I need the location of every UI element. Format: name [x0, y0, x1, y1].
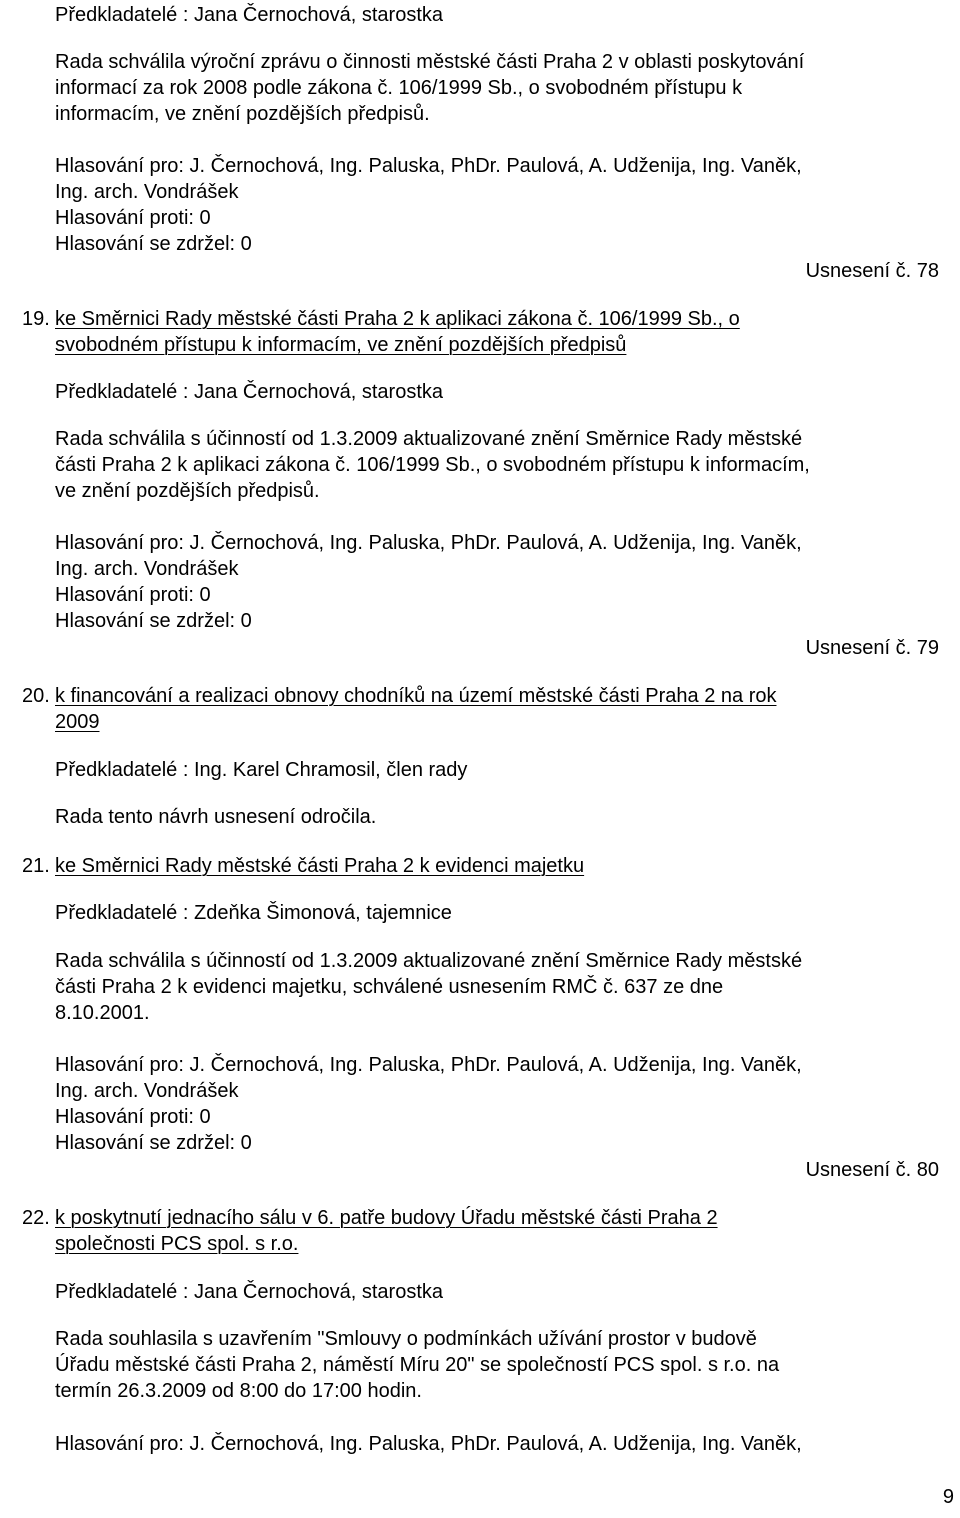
presenter-line: Předkladatelé : Jana Černochová, starostka [55, 1281, 443, 1303]
item-title: společnosti PCS spol. s r.o. [55, 1233, 299, 1255]
vote-for: Ing. arch. Vondrášek [55, 1080, 239, 1102]
vote-abstain: Hlasování se zdržel: 0 [55, 1132, 252, 1154]
item-title: ke Směrnici Rady městské části Praha 2 k evidenci majetku [55, 855, 585, 877]
item-title: k financování a realizaci obnovy chodníků na území městské části Praha 2 na rok [55, 685, 777, 707]
presenter-line: Předkladatelé : Jana Černochová, starostka [55, 381, 443, 403]
vote-against: Hlasování proti: 0 [55, 584, 211, 606]
vote-abstain: Hlasování se zdržel: 0 [55, 610, 252, 632]
decision-text: Rada tento návrh usnesení odročila. [55, 806, 377, 828]
decision-text: Rada schválila s účinností od 1.3.2009 aktualizované znění Směrnice Rady městské [55, 950, 803, 972]
decision-text: Úřadu městské části Praha 2, náměstí Míru 20" se společností PCS spol. s r.o. na [55, 1354, 780, 1376]
decision-text: části Praha 2 k evidenci majetku, schválené usnesením RMČ č. 637 ze dne [55, 976, 724, 998]
presenter-line: Předkladatelé : Ing. Karel Chramosil, člen rady [55, 759, 468, 781]
page-number: 9 [942, 1486, 954, 1508]
item-number: 20. [22, 685, 50, 707]
presenter-line: Předkladatelé : Zdeňka Šimonová, tajemnice [55, 902, 452, 924]
item-title: 2009 [55, 711, 100, 733]
item-number: 22. [22, 1207, 50, 1229]
decision-text: Rada souhlasila s uzavřením "Smlouvy o podmínkách užívání prostor v budově [55, 1328, 757, 1350]
decision-text: informací za rok 2008 podle zákona č. 106/1999 Sb., o svobodném přístupu k [55, 77, 743, 99]
vote-for: Hlasování pro: J. Černochová, Ing. Paluska, PhDr. Paulová, A. Udženija, Ing. Vaněk, [55, 1433, 802, 1455]
vote-for: Ing. arch. Vondrášek [55, 558, 239, 580]
presenter-line: Předkladatelé : Jana Černochová, starostka [55, 4, 443, 26]
decision-text: ve znění pozdějších předpisů. [55, 480, 320, 502]
resolution-number: Usnesení č. 78 [805, 260, 939, 282]
item-number: 21. [22, 855, 50, 877]
vote-for: Hlasování pro: J. Černochová, Ing. Paluska, PhDr. Paulová, A. Udženija, Ing. Vaněk, [55, 532, 802, 554]
item-title: ke Směrnici Rady městské části Praha 2 k aplikaci zákona č. 106/1999 Sb., o [55, 308, 740, 330]
vote-for: Hlasování pro: J. Černochová, Ing. Paluska, PhDr. Paulová, A. Udženija, Ing. Vaněk, [55, 1054, 802, 1076]
vote-against: Hlasování proti: 0 [55, 207, 211, 229]
vote-abstain: Hlasování se zdržel: 0 [55, 233, 252, 255]
decision-text: informacím, ve znění pozdějších předpisů. [55, 103, 430, 125]
decision-text: Rada schválila výroční zprávu o činnosti městské části Praha 2 v oblasti poskytování [55, 51, 805, 73]
resolution-number: Usnesení č. 80 [805, 1159, 939, 1181]
decision-text: části Praha 2 k aplikaci zákona č. 106/1999 Sb., o svobodném přístupu k informacím, [55, 454, 810, 476]
decision-text: Rada schválila s účinností od 1.3.2009 aktualizované znění Směrnice Rady městské [55, 428, 803, 450]
vote-against: Hlasování proti: 0 [55, 1106, 211, 1128]
item-number: 19. [22, 308, 50, 330]
resolution-number: Usnesení č. 79 [805, 637, 939, 659]
vote-for: Hlasování pro: J. Černochová, Ing. Paluska, PhDr. Paulová, A. Udženija, Ing. Vaněk, [55, 155, 802, 177]
item-title: svobodném přístupu k informacím, ve znění pozdějších předpisů [55, 334, 627, 356]
item-title: k poskytnutí jednacího sálu v 6. patře budovy Úřadu městské části Praha 2 [55, 1207, 718, 1229]
vote-for: Ing. arch. Vondrášek [55, 181, 239, 203]
decision-text: 8.10.2001. [55, 1002, 150, 1024]
decision-text: termín 26.3.2009 od 8:00 do 17:00 hodin. [55, 1380, 422, 1402]
